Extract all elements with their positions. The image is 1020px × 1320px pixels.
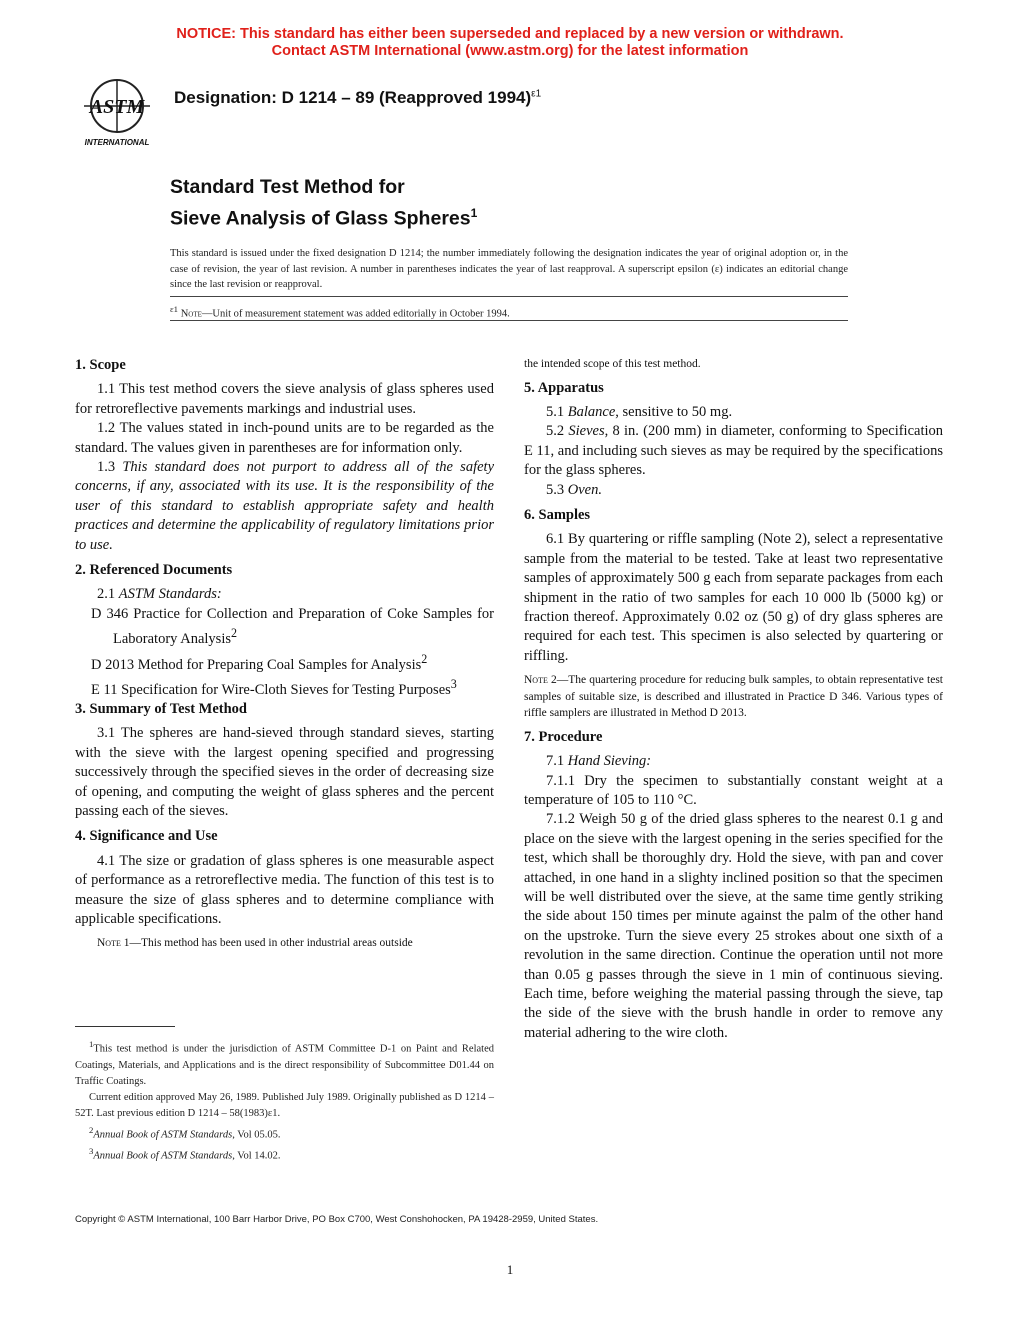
section-heading: 1. Scope	[75, 357, 126, 373]
divider	[170, 320, 848, 321]
copyright: Copyright © ASTM International, 100 Barr Harbor Drive, PO Box C700, West Conshohocken, PA 19428-2959, United States.	[75, 1214, 599, 1225]
footnote-2: $^2$Annual Book of ASTM Standards, Vol 05.05.	[89, 1124, 281, 1140]
editorial-note	[170, 304, 510, 320]
right-column	[524, 356, 943, 1043]
left-column	[75, 356, 494, 952]
paragraph: 3.1 The spheres are hand-sieved through standard sieves, starting with the sieve with the largest opening specified and progressing successively through the specified sieves in the order of decreasing size of opening, and computing the weight of glass spheres and the percent passing each of the sieves.	[75, 725, 494, 820]
section-heading: 5. Apparatus	[524, 379, 604, 396]
paragraph: 2.1 ASTM Standards:	[97, 586, 222, 603]
footnote-1b: Current edition approved May 26, 1989. Published July 1989. Originally published as D 1214 – 52T. Last previous edition D 1214 – 58(1983)ε1.	[75, 1091, 494, 1119]
paragraph: 1.1 This test method covers the sieve analysis of glass spheres used for retroreflective pavements markings and industrial uses.	[75, 381, 494, 417]
note-1-continued: the intended scope of this test method.	[524, 358, 701, 370]
logo-subtext: INTERNATIONAL	[84, 138, 150, 147]
designation	[174, 88, 541, 108]
section-heading: 3. Summary of Test Method	[75, 700, 247, 717]
title-sup: 1	[470, 206, 478, 220]
section-heading: 6. Samples	[524, 506, 591, 523]
paragraph: 1.3 This standard does not purport to address all of the safety concerns, if any, associated with its use. It is the responsibility of the user of this standard to establish appropriate safety and health practices and determine the applicability of regulatory limitations prior to use.	[75, 459, 494, 553]
section-heading: 7. Procedure	[524, 728, 603, 745]
paragraph: 7.1.2 Weigh 50 g of the dried glass spheres to the nearest 0.1 g and place on the sieve with the largest opening in the series specified for the test, which shall be thoroughly dry. Hold the sieve, with pan and cover attached, in one hand in a slighty inclined position so that the specimen will be well distributed over the sieve, at the same time gently striking the side about 150 times per minute against the palm of the other hand on the upstroke. Turn the sieve every 25 strokes about one sixth of a revolution in the same direction. Continue the operation until not more than 0.05 g passes through the sieve in 1 min of continuous sieving. Each time, before weighing the material passing through the sieve, tap the side of the sieve with the brush handle in order to remove any material adhering to the wire cloth.	[524, 811, 943, 1041]
reference-item: D 346 Practice for Collection and Preparation of Coke Samples for Laboratory Analysis$^2$	[91, 605, 494, 648]
paragraph: 7.1 Hand Sieving:	[546, 753, 652, 770]
notice-line-1: NOTICE: This standard has either been superseded and replaced by a new version or withdrawn.	[176, 26, 844, 42]
editorial-note-mark: ε1	[170, 304, 179, 314]
paragraph: 6.1 By quartering or riffle sampling (Note 2), select a representative sample from the material to be tested. Take at least two representative samples of approximately 500 g each from separate packages from each shipment in the ratio of two samples for each 10 000 lb (5000 kg) or fraction thereof. Approximately 0.02 oz (50 g) of dry glass spheres are required for each test. This specimen is also selected by quartering or riffling.	[524, 531, 943, 664]
footnote-3: $^3$Annual Book of ASTM Standards, Vol 14.02.	[89, 1146, 281, 1162]
paragraph: 5.2 Sieves, 8 in. (200 mm) in diameter, conforming to Specification E 11, and including such sieves as may be required by the specifications for the glass spheres.	[524, 423, 944, 479]
reference-item: D 2013 Method for Preparing Coal Samples for Analysis$^2$	[91, 651, 428, 673]
paragraph: 5.3 Oven.	[546, 481, 602, 498]
designation-sup: ε1	[531, 88, 542, 100]
paragraph: 1.2 The values stated in inch-pound units are to be regarded as the standard. The values given in parentheses are for information only.	[75, 420, 494, 456]
title-line-2: Sieve Analysis of Glass Spheres	[170, 207, 471, 230]
page-number: 1	[506, 1262, 514, 1277]
title-line-1: Standard Test Method for	[170, 176, 405, 198]
notice-line-2: Contact ASTM International (www.astm.org) for the latest information	[271, 43, 749, 59]
editorial-note-text: —Unit of measurement statement was added editorially in October 1994.	[201, 308, 510, 320]
paragraph: 7.1.1 Dry the specimen to substantially constant weight at a temperature of 105 to 110 °C.	[524, 772, 943, 808]
reference-item: E 11 Specification for Wire-Cloth Sieves for Testing Purposes$^3$	[91, 676, 457, 698]
section-heading: 2. Referenced Documents	[75, 562, 233, 579]
intro-paragraph: This standard is issued under the fixed designation D 1214; the number immediately following the designation indicates the year of original adoption or, in the case of revision, the year of last revision. A number in parentheses indicates the year of last reapproval. A superscript epsilon (ε) indicates an editorial change since the last revision or reapproval.	[170, 248, 848, 290]
astm-logo	[74, 76, 160, 150]
section-heading: 4. Significance and Use	[75, 828, 218, 845]
withdrawal-notice	[0, 26, 1020, 60]
document-title	[170, 174, 477, 232]
paragraph: 4.1 The size or gradation of glass spheres is one measurable aspect of performance as a retroreflective media. The function of this test is to measure the size of glass spheres and to determine compliance with applicable specifications.	[75, 852, 494, 928]
logo-mark-text: ASTM	[89, 96, 145, 118]
paragraph: 5.1 Balance, sensitive to 50 mg.	[546, 403, 733, 420]
footnote-divider	[75, 1026, 175, 1027]
designation-text: Designation: D 1214 – 89 (Reapproved 1994)	[174, 88, 532, 107]
divider	[170, 296, 848, 297]
editorial-note-label: Note	[180, 308, 202, 320]
footnotes	[75, 1036, 494, 1165]
astm-logo-icon	[74, 76, 160, 150]
note-1: Note 1—This method has been used in other industrial areas outside	[97, 937, 413, 950]
footnote-1: $^1$This test method is under the jurisdiction of ASTM Committee D-1 on Paint and Related Coatings, Materials, and Applications and is the direct responsibility of Subcommittee D01.44 on Traffic Coatings.	[75, 1039, 494, 1087]
note-2: Note 2—The quartering procedure for reducing bulk samples, to obtain representative test samples of suitable size, is described and illustrated in Practice D 346. Various types of riffle samplers are illustrated in Method D 2013.	[524, 674, 943, 720]
